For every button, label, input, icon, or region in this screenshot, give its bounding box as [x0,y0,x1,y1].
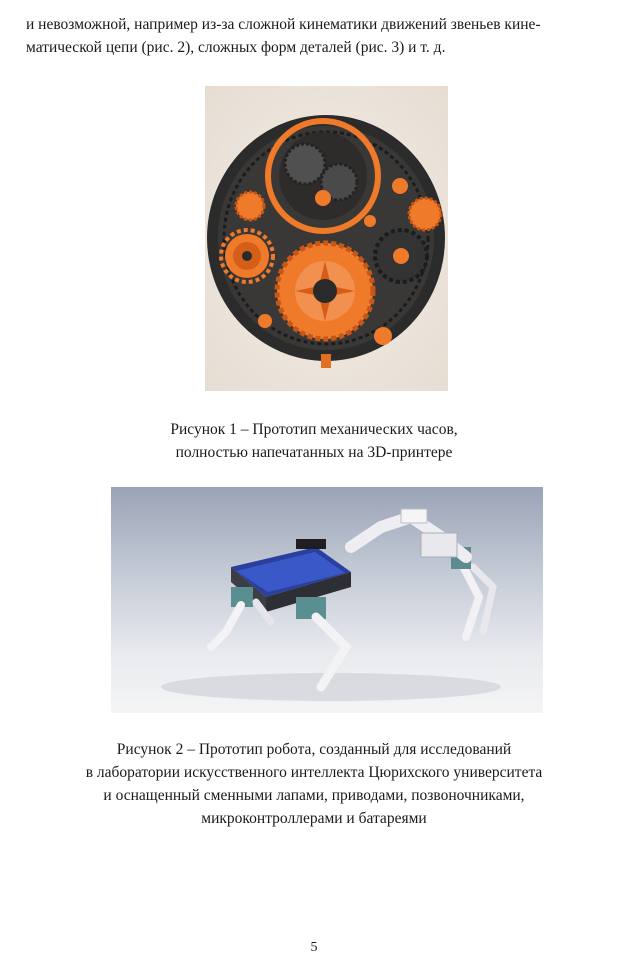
figure-1-clock-image [205,86,448,391]
page-number: 5 [310,940,318,955]
figure-2-caption-line-2: в лаборатории искусственного интеллекта Цюрихского университета [85,764,543,781]
body-paragraph [26,13,612,59]
body-line-2: матической цепи (рис. 2), сложных форм деталей (рис. 3) и т. д. [26,39,446,56]
figure-2-caption [30,738,598,830]
figure-2-caption-line-4: микроконтроллерами и батареями [201,810,427,827]
body-line-1: и невозможной, например из-за сложной кинематики движений звеньев кине- [26,16,541,33]
figure-1-caption [30,418,598,464]
figure-1-caption-line-2: полностью напечатанных на 3D-принтере [175,444,453,461]
figure-2-caption-line-1: Рисунок 2 – Прототип робота, созданный для исследований [116,741,512,758]
figure-2-robot-image [111,487,543,713]
figure-1-caption-line-1: Рисунок 1 – Прототип механических часов, [170,421,458,438]
figure-2-caption-line-3: и оснащенный сменными лапами, приводами, позвоночниками, [103,787,525,804]
